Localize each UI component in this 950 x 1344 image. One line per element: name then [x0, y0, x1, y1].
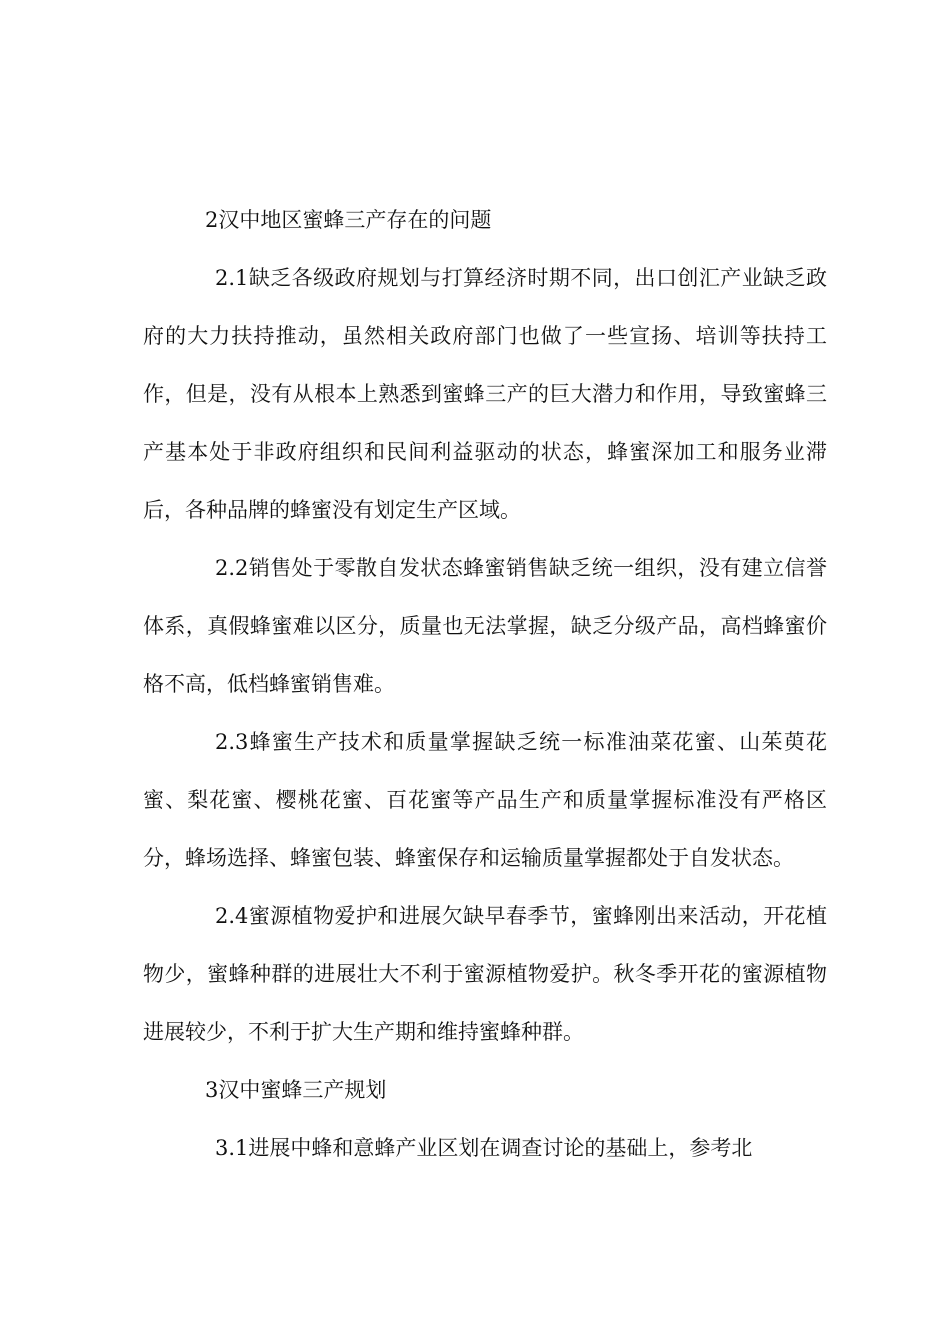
- paragraph-3-1: 3.1进展中蜂和意蜂产业区划在调查讨论的基础上，参考北: [215, 1136, 753, 1160]
- section-heading-3: 3汉中蜜蜂三产规划: [205, 1078, 387, 1102]
- section-heading-2: 2汉中地区蜜蜂三产存在的问题: [205, 208, 492, 232]
- paragraph-2-1: 2.1缺乏各级政府规划与打算经济时期不同，出口创汇产业缺乏政府的大力扶持推动，虽然相关政府部门也做了一些宣扬、培训等扶持工作，但是，没有从根本上熟悉到蜜蜂三产的巨大潜力和作用，导致蜜蜂三产基本处于非政府组织和民间利益驱动的状态，蜂蜜深加工和服务业滞后，各种品牌的蜂蜜没有划定生产区域。: [143, 266, 827, 522]
- paragraph-2-2: 2.2销售处于零散自发状态蜂蜜销售缺乏统一组织，没有建立信誉体系，真假蜂蜜难以区分，质量也无法掌握，缺乏分级产品，高档蜂蜜价格不高，低档蜂蜜销售难。: [143, 556, 827, 696]
- document-body: [143, 191, 827, 1177]
- paragraph-2-3: 2.3蜂蜜生产技术和质量掌握缺乏统一标准油菜花蜜、山茱萸花蜜、梨花蜜、樱桃花蜜、百花蜜等产品生产和质量掌握标准没有严格区分，蜂场选择、蜂蜜包装、蜂蜜保存和运输质量掌握都处于自发状态。: [143, 730, 827, 870]
- paragraph-2-4: 2.4蜜源植物爱护和进展欠缺早春季节，蜜蜂刚出来活动，开花植物少，蜜蜂种群的进展壮大不利于蜜源植物爱护。秋冬季开花的蜜源植物进展较少，不利于扩大生产期和维持蜜蜂种群。: [143, 904, 827, 1044]
